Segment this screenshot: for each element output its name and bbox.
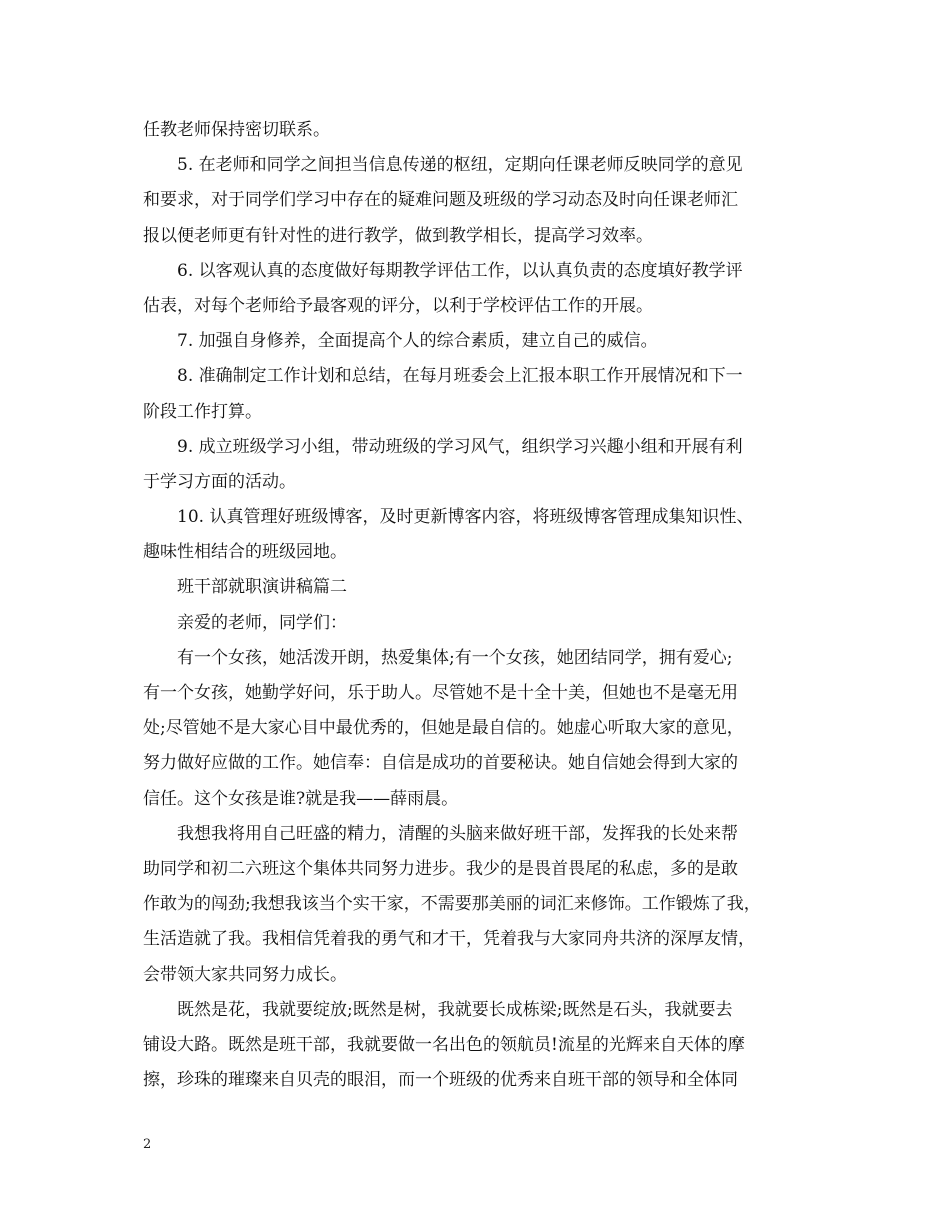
text-line: 7. 加强自身修养，全面提高个人的综合素质，建立自己的威信。 xyxy=(177,331,658,352)
text-line: 我想我将用自己旺盛的精力，清醒的头脑来做好班干部，发挥我的长处来帮 xyxy=(177,823,738,844)
text-line: 班干部就职演讲稿篇二 xyxy=(177,577,347,598)
text-line: 8. 准确制定工作计划和总结，在每月班委会上汇报本职工作开展情况和下一 xyxy=(177,366,743,387)
text-line: 有一个女孩，她勤学好问，乐于助人。尽管她不是十全十美，但她也不是毫无用 xyxy=(143,683,738,703)
text-line: 铺设大路。既然是班干部，我就要做一名出色的领航员!流星的光辉来自天体的摩 xyxy=(143,1034,745,1055)
text-line: 信任。这个女孩是谁?就是我——薛雨晨。 xyxy=(143,788,459,809)
text-line: 任教老师保持密切联系。 xyxy=(143,120,330,140)
text-line: 5. 在老师和同学之间担当信息传递的枢纽，定期向任课老师反映同学的意见 xyxy=(177,155,743,176)
text-line: 处;尽管她不是大家心目中最优秀的，但她是最自信的。她虚心听取大家的意见， xyxy=(143,718,744,739)
text-line: 6. 以客观认真的态度做好每期教学评估工作，以认真负责的态度填好教学评 xyxy=(177,260,743,281)
text-line: 报以便老师更有针对性的进行教学，做到教学相长，提高学习效率。 xyxy=(143,225,653,246)
text-line: 助同学和初二六班这个集体共同努力进步。我少的是畏首畏尾的私虑，多的是敢 xyxy=(143,858,738,879)
page-number: 2 xyxy=(143,1137,152,1152)
text-line: 10. 认真管理好班级博客，及时更新博客内容，将班级博客管理成集知识性、 xyxy=(177,507,754,528)
text-line: 会带领大家共同努力成长。 xyxy=(143,964,347,985)
text-line: 9. 成立班级学习小组，带动班级的学习风气，组织学习兴趣小组和开展有利 xyxy=(177,436,743,457)
text-line: 作敢为的闯劲;我想我该当个实干家，不需要那美丽的词汇来修饰。工作锻炼了我， xyxy=(143,894,761,915)
text-line: 努力做好应做的工作。她信奉：自信是成功的首要秘诀。她自信她会得到大家的 xyxy=(143,753,738,774)
text-line: 有一个女孩，她活泼开朗，热爱集体;有一个女孩，她团结同学，拥有爱心; xyxy=(177,647,733,668)
text-line: 估表，对每个老师给予最客观的评分，以利于学校评估工作的开展。 xyxy=(143,295,653,316)
document-body xyxy=(143,113,803,1098)
text-line: 于学习方面的活动。 xyxy=(143,471,296,492)
text-line: 和要求，对于同学们学习中存在的疑难问题及班级的学习动态及时向任课老师汇 xyxy=(143,190,738,211)
text-line: 亲爱的老师，同学们： xyxy=(177,612,347,633)
text-line: 擦，珍珠的璀璨来自贝壳的眼泪，而一个班级的优秀来自班干部的领导和全体同 xyxy=(143,1070,738,1091)
text-line: 趣味性相结合的班级园地。 xyxy=(143,542,347,563)
text-line: 既然是花，我就要绽放;既然是树，我就要长成栋梁;既然是石头，我就要去 xyxy=(177,999,733,1020)
text-line: 生活造就了我。我相信凭着我的勇气和才干，凭着我与大家同舟共济的深厚友情， xyxy=(143,929,755,950)
text-line: 阶段工作打算。 xyxy=(143,401,262,422)
